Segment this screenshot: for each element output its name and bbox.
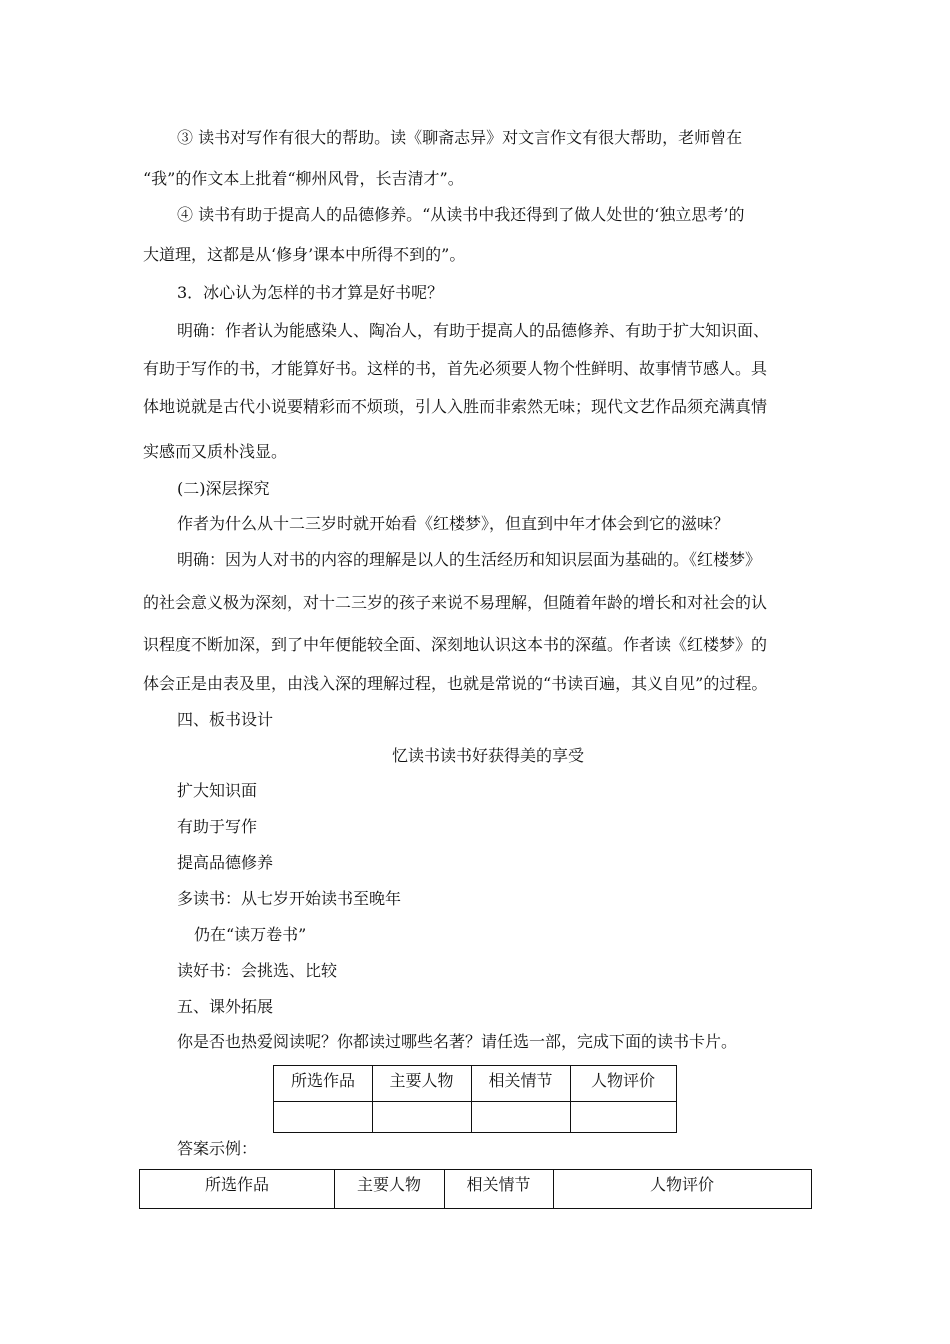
paragraph-line: 大道理，这都是从‘修身’课本中所得不到的”。 — [143, 245, 466, 264]
table-header-cell: 人物评价 — [590, 1071, 655, 1090]
board-item: 仍在“读万卷书” — [194, 925, 307, 944]
paragraph-line: 识程度不断加深，到了中年便能较全面、深刻地认识这本书的深蕴。作者读《红楼梦》的 — [143, 635, 768, 654]
paragraph-line: 你是否也热爱阅读呢？你都读过哪些名著？请任选一部，完成下面的读书卡片。 — [177, 1032, 738, 1051]
paragraph-line: 有助于写作的书，才能算好书。这样的书，首先必须要人物个性鲜明、故事情节感人。具 — [143, 359, 768, 378]
board-item: 有助于写作 — [177, 817, 258, 836]
paragraph-line: ④ 读书有助于提高人的品德修养。“从读书中我还得到了做人处世的‘独立思考’的 — [177, 205, 745, 224]
table-header-cell: 主要人物 — [356, 1175, 421, 1194]
table-header-cell: 人物评价 — [649, 1175, 714, 1194]
board-title: 忆读书读书好获得美的享受 — [392, 746, 585, 765]
table-row-divider — [274, 1101, 676, 1102]
paragraph-line: 体会正是由表及里，由浅入深的理解过程，也就是常说的“书读百遍，其义自见”的过程。 — [143, 674, 768, 693]
table-header-cell: 相关情节 — [466, 1175, 531, 1194]
paragraph-line: 的社会意义极为深刻，对十二三岁的孩子来说不易理解，但随着年龄的增长和对社会的认 — [143, 593, 768, 612]
question-heading: 3．冰心认为怎样的书才算是好书呢？ — [177, 283, 444, 302]
paragraph-line: 作者为什么从十二三岁时就开始看《红楼梦》，但直到中年才体会到它的滋味？ — [177, 514, 730, 533]
paragraph-line: 体地说就是古代小说要精彩而不烦琐，引人入胜而非索然无味；现代文艺作品须充满真情 — [143, 397, 768, 416]
paragraph-line: ③ 读书对写作有很大的帮助。读《聊斋志异》对文言作文有很大帮助，老师曾在 — [177, 128, 743, 147]
section-heading: 五、课外拓展 — [177, 997, 274, 1016]
section-heading: 四、板书设计 — [177, 710, 274, 729]
paragraph-line: “我”的作文本上批着“柳州风骨，长吉清才”。 — [143, 169, 464, 188]
answer-example-label: 答案示例： — [177, 1139, 258, 1158]
paragraph-line: 明确：作者认为能感染人、陶冶人，有助于提高人的品德修养、有助于扩大知识面、 — [177, 321, 770, 340]
board-item: 读好书：会挑选、比较 — [177, 961, 338, 980]
table-header-cell: 相关情节 — [488, 1071, 553, 1090]
section-heading: (二)深层探究 — [177, 479, 270, 498]
table-header-cell: 所选作品 — [204, 1175, 269, 1194]
board-item: 多读书：从七岁开始读书至晚年 — [177, 889, 402, 908]
answer-example-table — [139, 1169, 812, 1209]
reading-card-table — [273, 1065, 677, 1133]
board-item: 提高品德修养 — [177, 853, 274, 872]
board-item: 扩大知识面 — [177, 781, 258, 800]
paragraph-line: 实感而又质朴浅显。 — [143, 442, 288, 461]
paragraph-line: 明确：因为人对书的内容的理解是以人的生活经历和知识层面为基础的。《红楼梦》 — [177, 550, 762, 569]
table-header-cell: 主要人物 — [389, 1071, 454, 1090]
table-header-cell: 所选作品 — [290, 1071, 355, 1090]
